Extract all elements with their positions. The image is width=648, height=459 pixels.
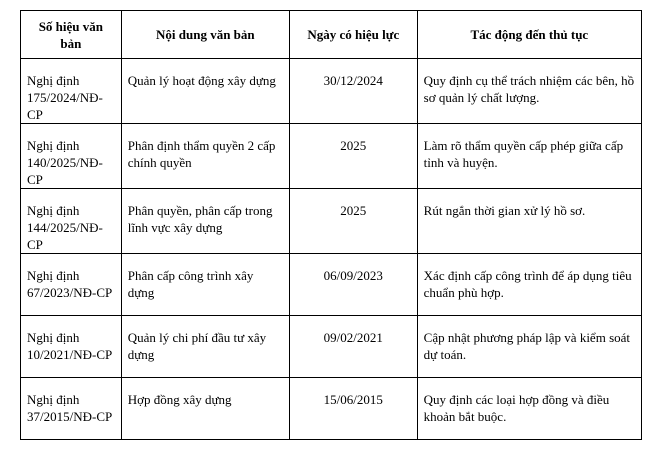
table-row [21, 378, 642, 440]
legal-documents-table [20, 10, 642, 440]
document-code: 140/2025/NĐ-CP [27, 155, 103, 187]
document-number-cell [21, 254, 122, 316]
header-procedure-impact: Tác động đến thủ tục [417, 11, 641, 59]
table-row [21, 124, 642, 189]
document-number-cell [21, 316, 122, 378]
table-row [21, 254, 642, 316]
header-document-content: Nội dung văn bản [121, 11, 289, 59]
document-code: 10/2021/NĐ-CP [27, 347, 113, 362]
document-content-cell: Phân quyền, phân cấp trong lĩnh vực xây dựng [121, 189, 289, 254]
effective-date-cell: 06/09/2023 [289, 254, 417, 316]
table-row [21, 59, 642, 124]
document-number-cell [21, 189, 122, 254]
table-row [21, 316, 642, 378]
document-content-cell: Quản lý chi phí đầu tư xây dựng [121, 316, 289, 378]
document-content-cell: Phân cấp công trình xây dựng [121, 254, 289, 316]
effective-date-cell: 30/12/2024 [289, 59, 417, 124]
document-content-cell: Hợp đồng xây dựng [121, 378, 289, 440]
header-effective-date: Ngày có hiệu lực [289, 11, 417, 59]
effective-date-cell: 15/06/2015 [289, 378, 417, 440]
table-row [21, 189, 642, 254]
procedure-impact-cell: Quy định các loại hợp đồng và điều khoản bắt buộc. [417, 378, 641, 440]
document-code: 144/2025/NĐ-CP [27, 220, 103, 252]
procedure-impact-cell: Làm rõ thẩm quyền cấp phép giữa cấp tỉnh và huyện. [417, 124, 641, 189]
document-content-cell: Quản lý hoạt động xây dựng [121, 59, 289, 124]
document-type: Nghị định [27, 268, 80, 283]
document-number-cell [21, 59, 122, 124]
document-content-cell: Phân định thẩm quyền 2 cấp chính quyền [121, 124, 289, 189]
document-type: Nghị định [27, 138, 80, 153]
document-number-cell [21, 124, 122, 189]
document-code: 67/2023/NĐ-CP [27, 285, 113, 300]
effective-date-cell: 2025 [289, 189, 417, 254]
document-code: 37/2015/NĐ-CP [27, 409, 113, 424]
header-document-number: Số hiệu văn bản [21, 11, 122, 59]
document-type: Nghị định [27, 330, 80, 345]
procedure-impact-cell: Quy định cụ thể trách nhiệm các bên, hồ sơ quản lý chất lượng. [417, 59, 641, 124]
document-type: Nghị định [27, 203, 80, 218]
document-code: 175/2024/NĐ-CP [27, 90, 103, 122]
document-type: Nghị định [27, 392, 80, 407]
effective-date-cell: 09/02/2021 [289, 316, 417, 378]
effective-date-cell: 2025 [289, 124, 417, 189]
document-type: Nghị định [27, 73, 80, 88]
procedure-impact-cell: Xác định cấp công trình để áp dụng tiêu chuẩn phù hợp. [417, 254, 641, 316]
procedure-impact-cell: Rút ngắn thời gian xử lý hồ sơ. [417, 189, 641, 254]
procedure-impact-cell: Cập nhật phương pháp lập và kiểm soát dự toán. [417, 316, 641, 378]
table-header-row [21, 11, 642, 59]
document-number-cell [21, 378, 122, 440]
